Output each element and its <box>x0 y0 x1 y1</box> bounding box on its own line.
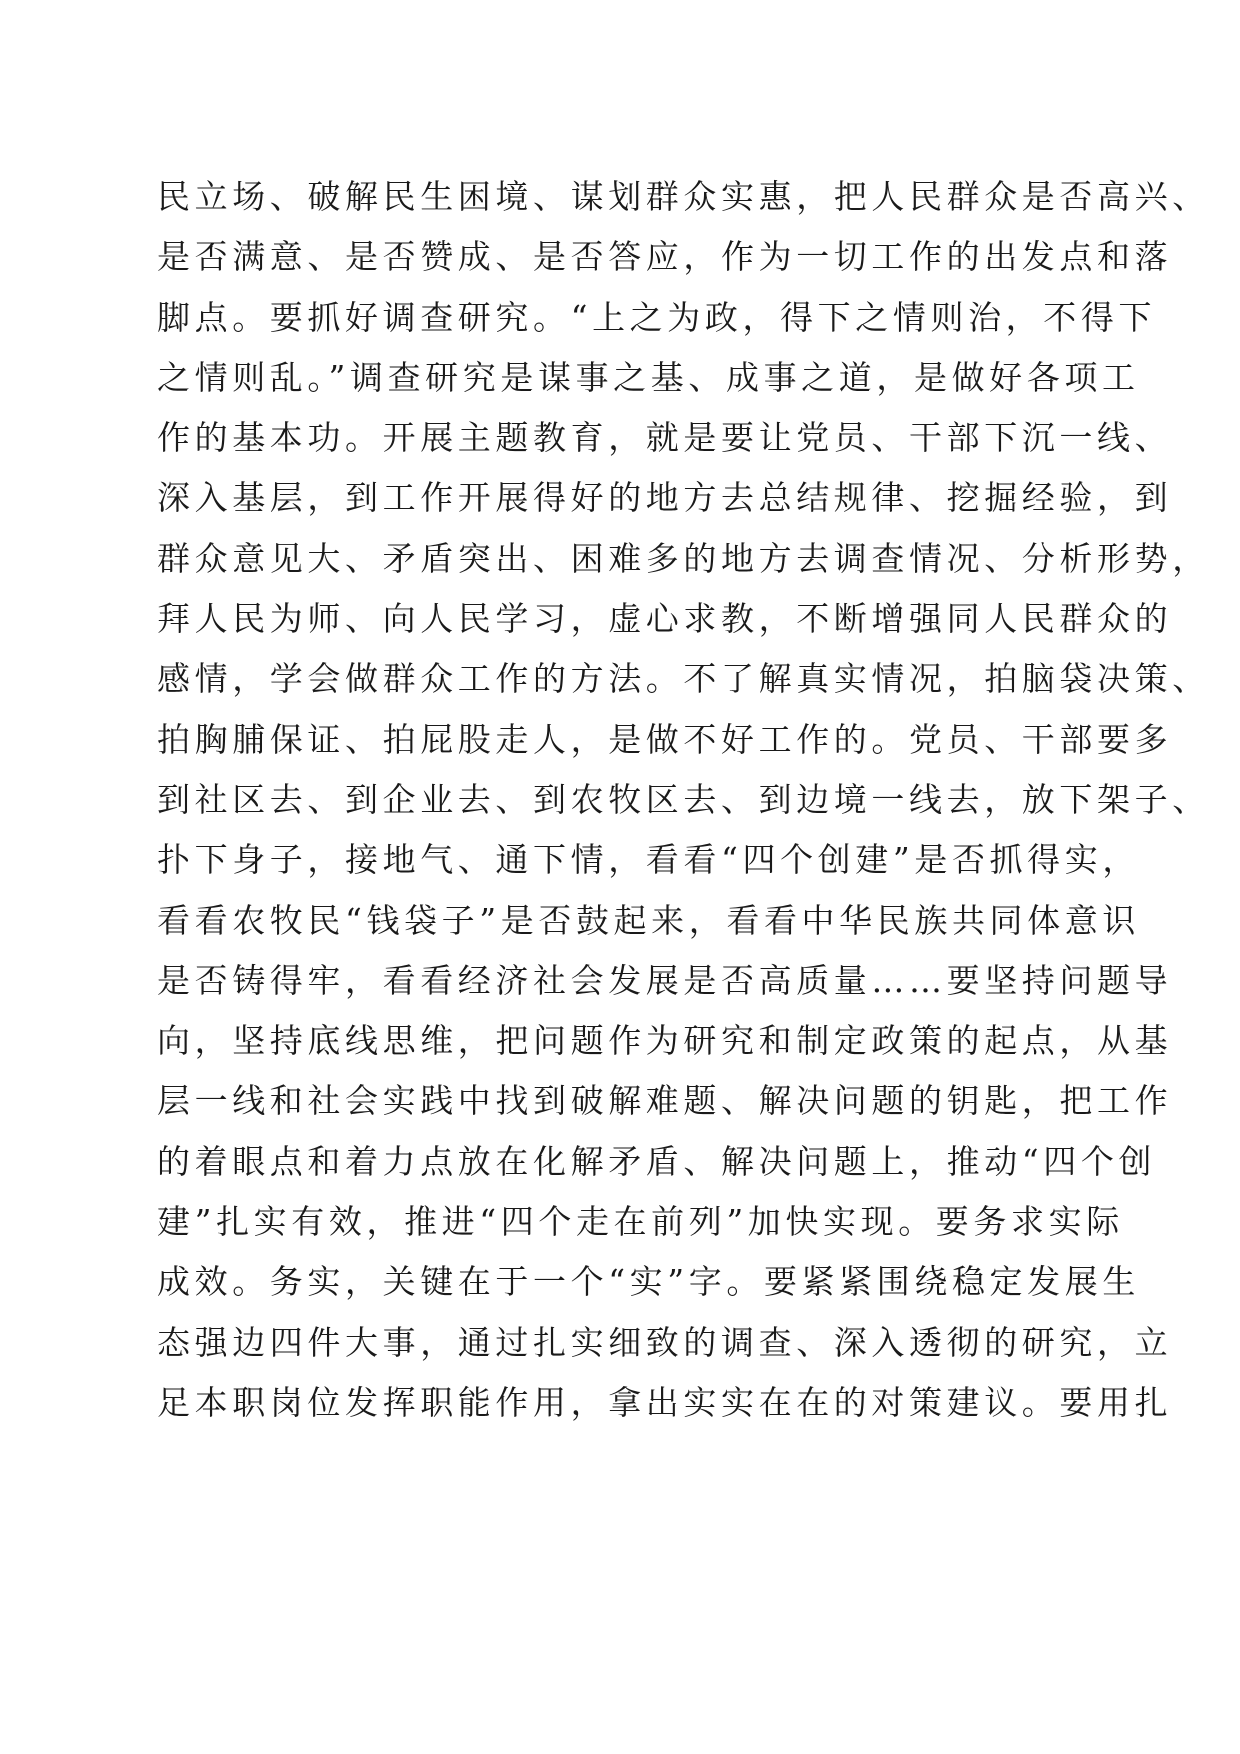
text-line: 到社区去、到企业去、到农牧区去、到边境一线去，放下架子、 <box>157 779 1210 819</box>
text-line: 民立场、破解民生困境、谋划群众实惠，把人民群众是否高兴、 <box>157 177 1210 216</box>
text-line: 扑下身子，接地气、通下情，看看“四个创建”是否抓得实， <box>157 840 1140 880</box>
text-line: 足本职岗位发挥职能作用，拿出实实在在的对策建议。要用扎 <box>157 1382 1173 1422</box>
text-line: 感情，学会做群众工作的方法。不了解真实情况，拍脑袋决策、 <box>157 659 1210 699</box>
text-line: 是否铸得牢，看看经济社会发展是否高质量……要坚持问题导 <box>157 960 1173 1000</box>
text-line: 是否满意、是否赞成、是否答应，作为一切工作的出发点和落 <box>157 237 1173 277</box>
text-line: 成效。务实，关键在于一个“实”字。要紧紧围绕稳定发展生 <box>157 1262 1140 1302</box>
text-line: 之情则乱。”调查研究是谋事之基、成事之道，是做好各项工 <box>157 357 1140 397</box>
body-text <box>157 167 1210 1433</box>
text-line: 深入基层，到工作开展得好的地方去总结规律、挖掘经验，到 <box>157 478 1173 518</box>
text-line: 作的基本功。开展主题教育，就是要让党员、干部下沉一线、 <box>157 418 1173 458</box>
text-line: 群众意见大、矛盾突出、困难多的地方去调查情况、分析形势， <box>157 538 1210 578</box>
text-line: 脚点。要抓好调查研究。“上之为政，得下之情则治，不得下 <box>157 297 1157 337</box>
text-line: 向，坚持底线思维，把问题作为研究和制定政策的起点，从基 <box>157 1021 1173 1061</box>
text-line: 拍胸脯保证、拍屁股走人，是做不好工作的。党员、干部要多 <box>157 719 1173 759</box>
text-line: 态强边四件大事，通过扎实细致的调查、深入透彻的研究，立 <box>157 1322 1173 1362</box>
text-line: 看看农牧民“钱袋子”是否鼓起来，看看中华民族共同体意识 <box>157 900 1140 940</box>
text-line: 拜人民为师、向人民学习，虚心求教，不断增强同人民群众的 <box>157 599 1173 639</box>
text-line: 的着眼点和着力点放在化解矛盾、解决问题上，推动“四个创 <box>157 1141 1157 1181</box>
text-line: 建”扎实有效，推进“四个走在前列”加快实现。要务求实际 <box>157 1202 1124 1242</box>
text-line: 层一线和社会实践中找到破解难题、解决问题的钥匙，把工作 <box>157 1081 1173 1121</box>
